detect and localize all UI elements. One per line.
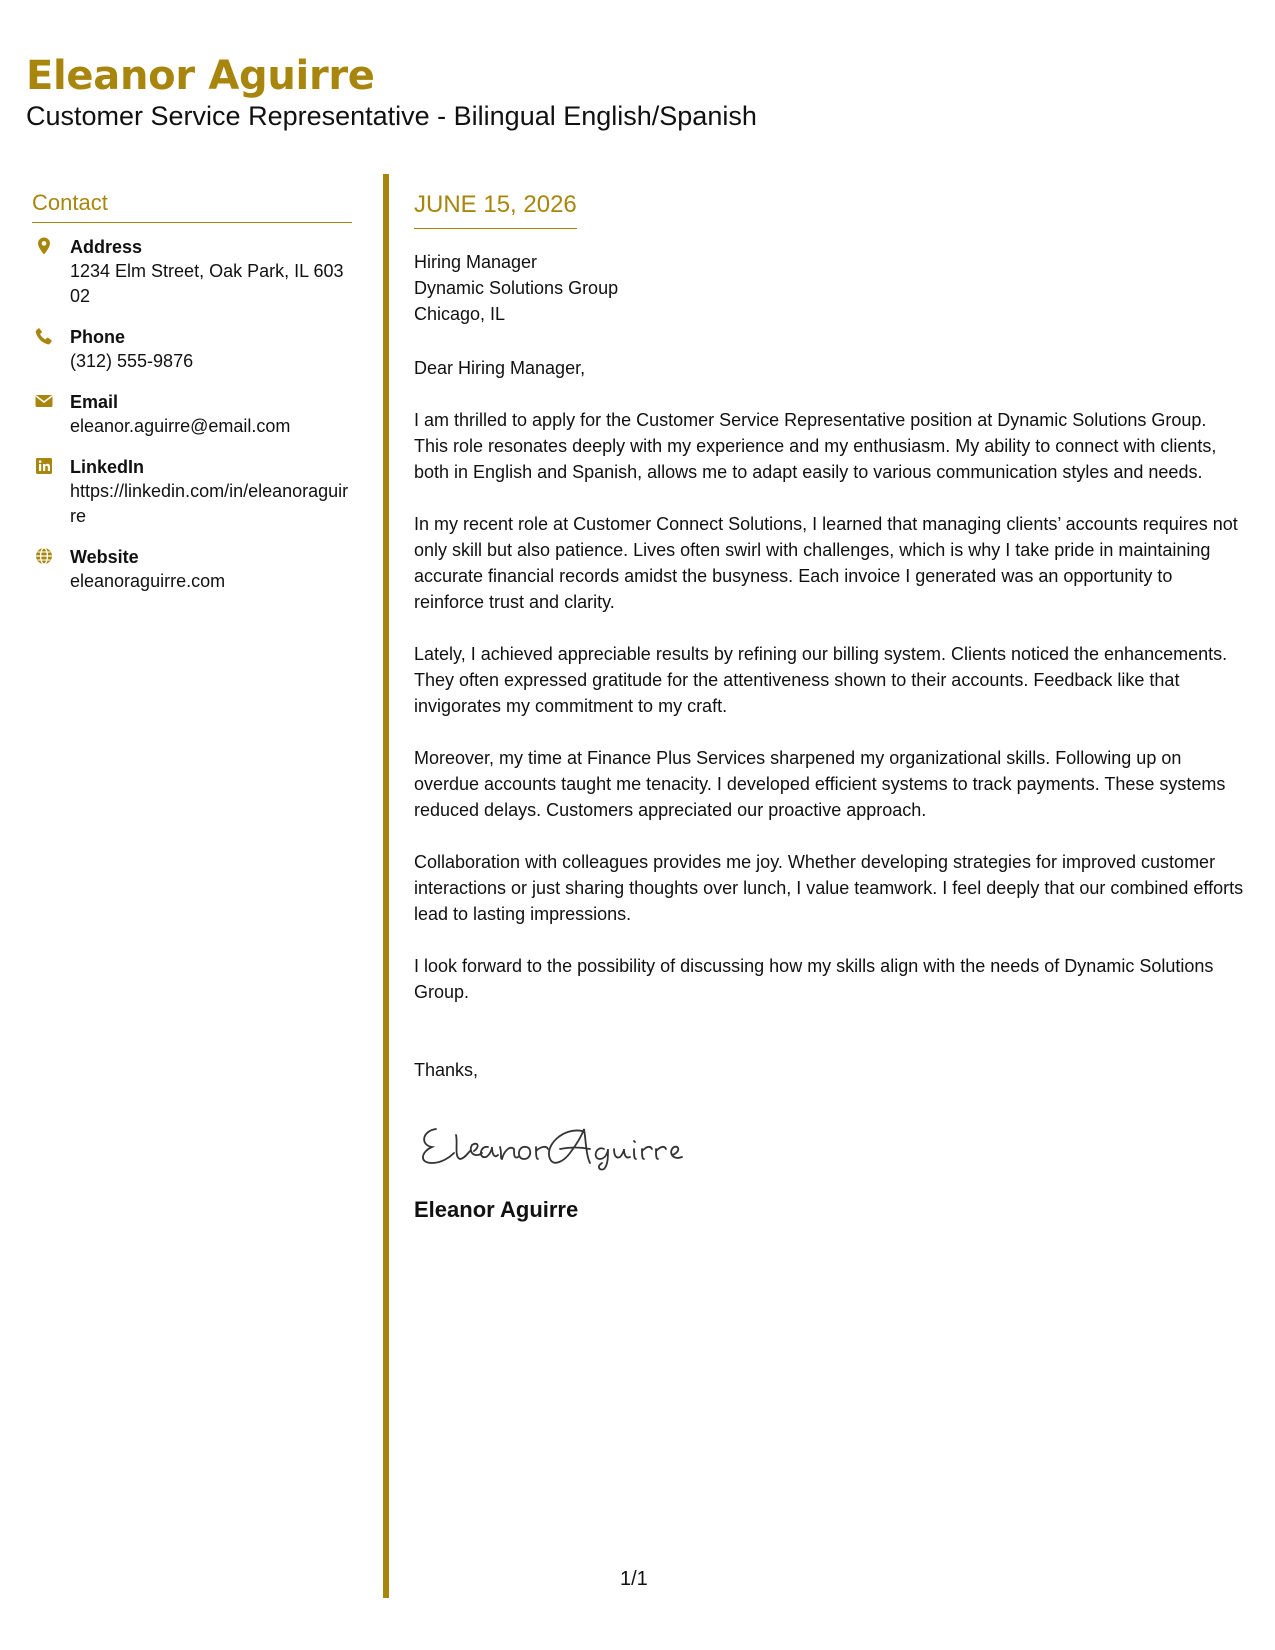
recipient-block (414, 249, 1244, 327)
letter-date: JUNE 15, 2026 (414, 188, 577, 229)
contact-item-website (32, 545, 352, 594)
recipient-line: Dynamic Solutions Group (414, 278, 619, 298)
salutation: Dear Hiring Manager, (414, 358, 586, 378)
contact-label: LinkedIn (70, 457, 145, 477)
handwritten-signature (414, 1111, 684, 1171)
map-pin-icon (34, 236, 54, 256)
vertical-divider (383, 174, 389, 1598)
address-value: 1234 Elm Street, Oak Park, IL 60302 (70, 261, 344, 306)
email-value[interactable]: eleanor.aguirre@email.com (70, 416, 291, 436)
contact-item-email (32, 390, 352, 439)
contact-label: Phone (70, 327, 126, 347)
contact-label: Address (70, 237, 143, 257)
body-paragraph: I look forward to the possibility of discussing how my skills align with the needs of Dynamic Solutions Group. (414, 956, 1214, 1002)
body-paragraph: Lately, I achieved appreciable results by refining our billing system. Clients noticed the enhancements. They often expressed gratitude for the attentiveness shown to their accounts. Feedback like that invigorates my commitment to my craft. (414, 644, 1228, 716)
recipient-line: Hiring Manager (414, 252, 538, 272)
candidate-name: Eleanor Aguirre (26, 53, 375, 99)
envelope-icon (34, 391, 54, 411)
contact-sidebar (32, 188, 352, 610)
contact-item-phone (32, 325, 352, 374)
body-paragraph: In my recent role at Customer Connect Solutions, I learned that managing clients’ accounts requires not only skill but also patience. Lives often swirl with challenges, which is why I take pride in maintaining accurate financial records amidst the busyness. Each invoice I generated was an opportunity to reinforce trust and clarity. (414, 514, 1238, 612)
body-paragraph: I am thrilled to apply for the Customer Service Representative position at Dynamic Solutions Group. This role resonates deeply with my experience and my enthusiasm. My ability to connect with clients, both in English and Spanish, allows me to adapt easily to various communication styles and needs. (414, 410, 1217, 482)
contact-heading: Contact (32, 188, 352, 223)
contact-label: Email (70, 392, 119, 412)
linkedin-value[interactable]: https://linkedin.com/in/eleanoraguirre (70, 481, 349, 526)
contact-item-address (32, 235, 352, 309)
job-title: Customer Service Representative - Bilingual English/Spanish (26, 101, 757, 131)
phone-icon (34, 326, 54, 346)
cover-letter-body (414, 188, 1244, 1225)
linkedin-icon (34, 456, 54, 476)
contact-label: Website (70, 547, 139, 567)
contact-item-linkedin (32, 455, 352, 529)
body-paragraph: Moreover, my time at Finance Plus Services sharpened my organizational skills. Following up on overdue accounts taught me tenacity. I developed efficient systems to track payments. These systems reduced delays. Customers appreciated our proactive approach. (414, 748, 1226, 820)
closing: Thanks, (414, 1060, 479, 1080)
phone-value[interactable]: (312) 555-9876 (70, 351, 194, 371)
body-paragraph: Collaboration with colleagues provides me joy. Whether developing strategies for improved customer interactions or just sharing thoughts over lunch, I value teamwork. I feel deeply that our combined efforts lead to lasting impressions. (414, 852, 1244, 924)
globe-icon (34, 546, 54, 566)
signer-name: Eleanor Aguirre (414, 1197, 579, 1222)
website-value[interactable]: eleanoraguirre.com (70, 571, 226, 591)
page-number: 1/1 (620, 1568, 648, 1590)
recipient-line: Chicago, IL (414, 304, 506, 324)
